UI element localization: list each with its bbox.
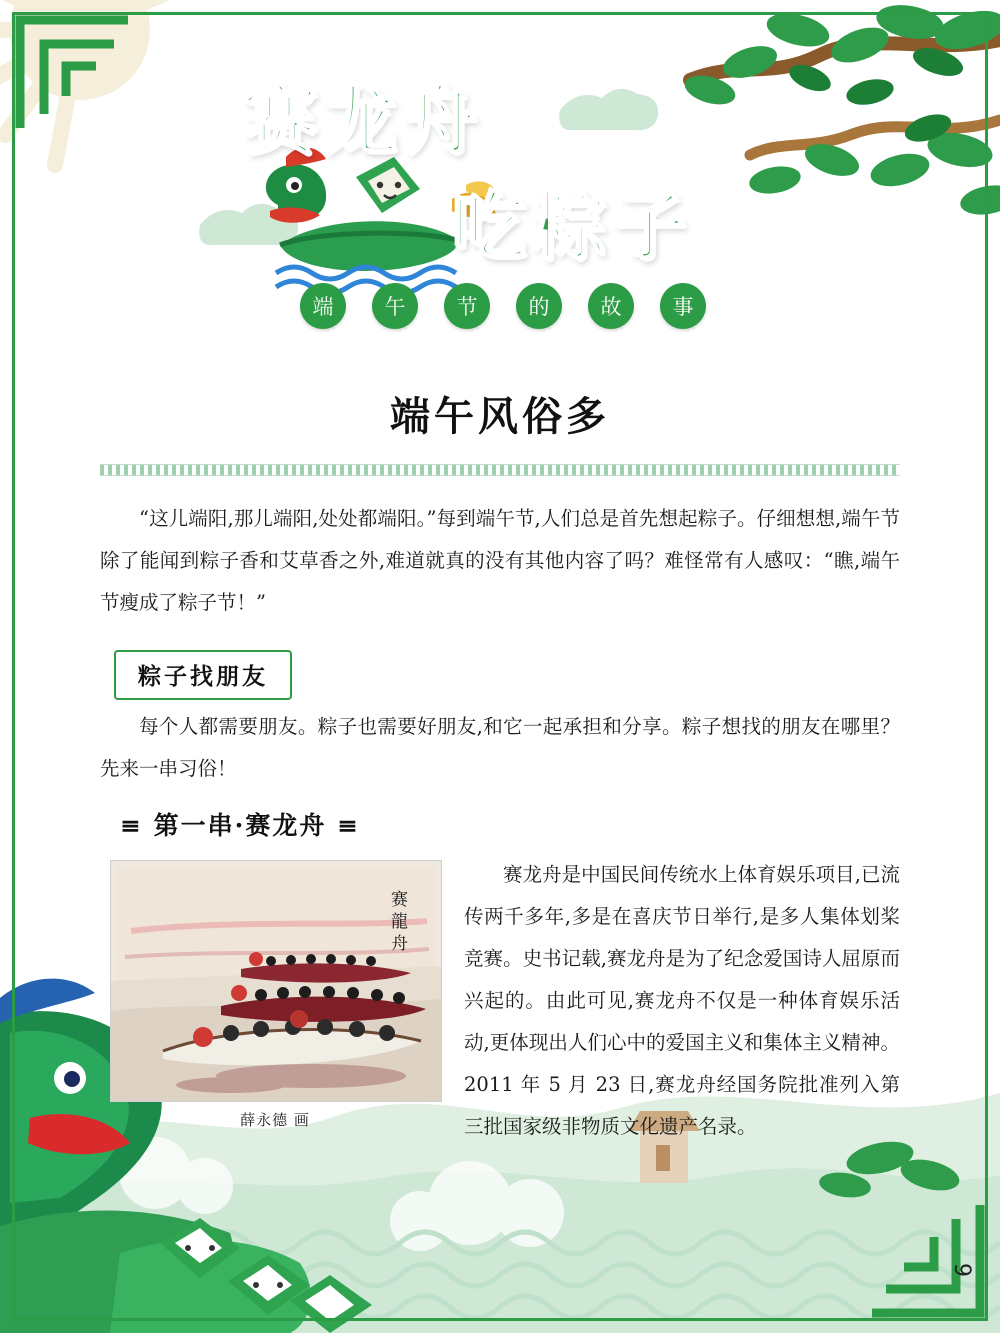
subtitle-badge: 事	[660, 283, 706, 329]
subtitle-badge: 端	[300, 283, 346, 329]
title-line-2: 吃粽子	[452, 184, 692, 270]
section-tag-zongzi-friends: 粽子找朋友	[114, 650, 292, 700]
subtitle-badge: 故	[588, 283, 634, 329]
figure-dragon-boat	[110, 860, 440, 1130]
title-divider	[100, 464, 900, 476]
svg-text:舟: 舟	[391, 934, 408, 954]
figure-caption: 薛永德 画	[240, 1111, 310, 1129]
subtitle-badge: 节	[444, 283, 490, 329]
article-title: 端午风俗多	[390, 393, 610, 440]
figure-image	[110, 860, 442, 1102]
svg-text:赛: 赛	[391, 890, 408, 910]
svg-text:龍: 龍	[391, 912, 408, 932]
paragraph-dragon-boat: 赛龙舟是中国民间传统水上体育娱乐项目,已流传两千多年,多是在喜庆节日举行,是多人集体划桨竞赛。史书记载,赛龙舟是为了纪念爱国诗人屈原而兴起的。由此可见,赛龙舟不仅是一种体育娱乐活动,更体现出人们心中的爱国主义和集体主义精神。2011 年 5 月 23 日,赛龙舟经国务院批准列入第三批国家级非物质文化遗产名录。	[464, 863, 900, 1138]
heading-mark-left: ≡	[120, 811, 143, 840]
article-body	[100, 385, 900, 1154]
subtitle-badges	[300, 283, 706, 329]
paragraph-intro: “这儿端阳,那儿端阳,处处都端阳。”每到端午节,人们总是首先想起粽子。仔细想想,端午节除了能闻到粽子香和艾草香之外,难道就真的没有其他内容了吗？难怪常有人感叹：“瞧,端午节瘦成了粽子节！”	[100, 507, 900, 614]
subtitle-badge: 的	[516, 283, 562, 329]
illustrated-section	[100, 854, 900, 1154]
page-number: 9	[949, 1263, 974, 1277]
header-artwork	[0, 0, 1000, 350]
paragraph-friends: 每个人都需要朋友。粽子也需要好朋友,和它一起承担和分享。粽子想找的朋友在哪里？先来一串习俗！	[100, 715, 900, 780]
section-heading-dragon-boat	[120, 806, 900, 842]
heading-mark-right: ≡	[337, 811, 361, 840]
title-line-1: 赛龙舟	[243, 78, 483, 164]
subtitle-badge: 午	[372, 283, 418, 329]
section-heading-text: 第一串·赛龙舟	[153, 811, 327, 840]
